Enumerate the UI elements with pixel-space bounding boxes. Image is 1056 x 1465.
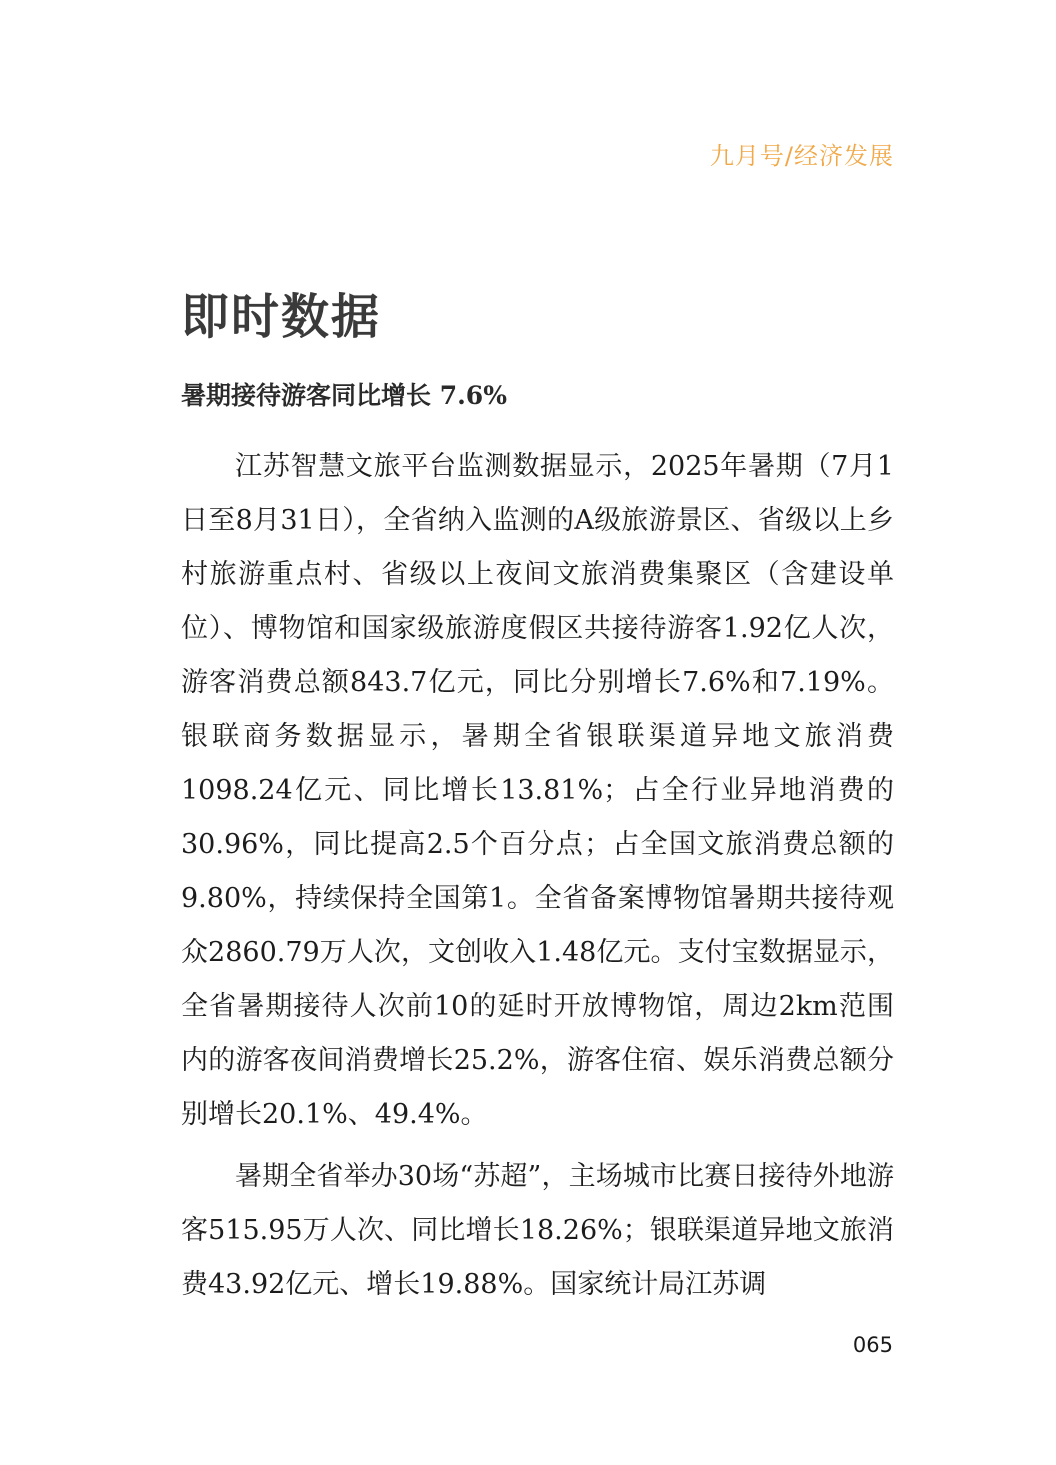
paragraph-2: 暑期全省举办30场“苏超”，主场城市比赛日接待外地游客515.95万人次、同比增长18.26%；银联渠道异地文旅消费43.92亿元、增长19.88%。国家统计局江苏调: [181, 1161, 894, 1300]
paragraph-1: 江苏智慧文旅平台监测数据显示，2025年暑期（7月1日至8月31日），全省纳入监测的A级旅游景区、省级以上乡村旅游重点村、省级以上夜间文旅消费集聚区（含建设单位）、博物馆和国家级旅游度假区共接待游客1.92亿人次，游客消费总额843.7亿元，同比分别增长7.6%和7.19%。银联商务数据显示，暑期全省银联渠道异地文旅消费1098.24亿元、同比增长13.81%；占全行业异地消费的30.96%，同比提高2.5个百分点；占全国文旅消费总额的9.80%，持续保持全国第1。全省备案博物馆暑期共接待观众2860.79万人次，文创收入1.48亿元。支付宝数据显示，全省暑期接待人次前10的延时开放博物馆，周边2km范围内的游客夜间消费增长25.2%，游客住宿、娱乐消费总额分别增长20.1%、49.4%。: [181, 451, 894, 1130]
running-header: 九月号/经济发展: [709, 142, 894, 170]
page-number: 065: [852, 1333, 893, 1357]
article-heading: 暑期接待游客同比增长 7.6%: [181, 381, 507, 410]
article-body: [181, 440, 894, 1320]
page-title: 即时数据: [181, 289, 382, 345]
